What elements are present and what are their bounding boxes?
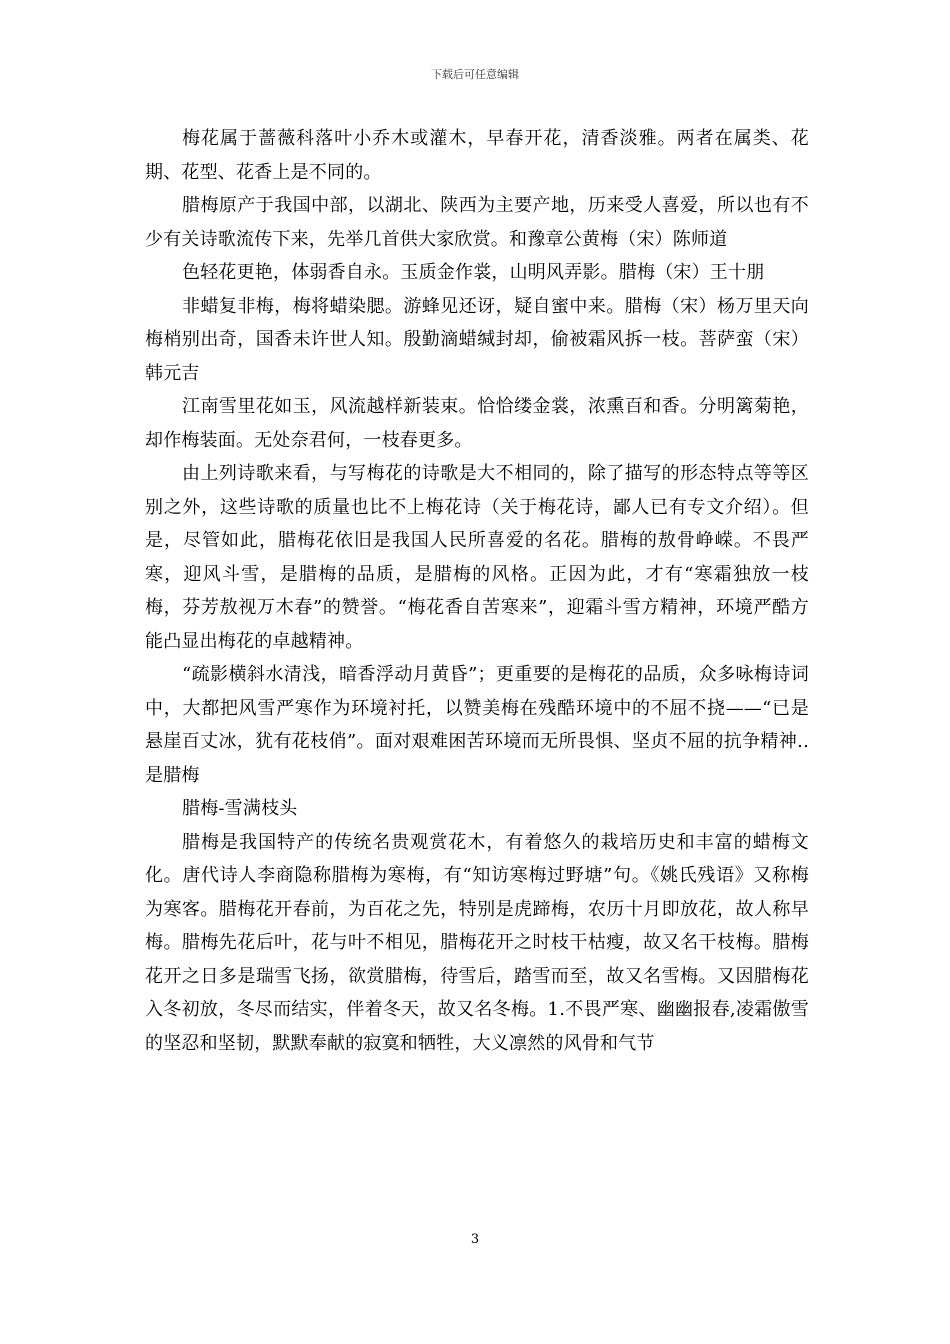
page-number: 3 xyxy=(470,1232,480,1247)
paragraph: “疏影横斜水清浅，暗香浮动月黄昏”；更重要的是梅花的品质，众多咏梅诗词中，大都把风雪严寒作为环境衬托，以赞美梅在残酷环境中的不屈不挠——“已是悬崖百丈冰，犹有花枝俏”。面对艰难困苦环境而无所畏惧、坚贞不屈的抗争精神..是腊梅 xyxy=(145,664,809,786)
paragraph: 腊梅原产于我国中部，以湖北、陕西为主要产地，历来受人喜爱，所以也有不少有关诗歌流传下来，先举几首供大家欣赏。和豫章公黄梅（宋）陈师道 xyxy=(145,195,809,250)
paragraph: 腊梅是我国特产的传统名贵观赏花木，有着悠久的栽培历史和丰富的蜡梅文化。唐代诗人李商隐称腊梅为寒梅，有“知访寒梅过野塘”句。《姚氏残语》又称梅为寒客。腊梅花开春前，为百花之先，特别是虎蹄梅，农历十月即放花，故人称早梅。腊梅先花后叶，花与叶不相见，腊梅花开之时枝干枯瘦，故又名干枝梅。腊梅花开之日多是瑞雪飞扬，欲赏腊梅，待雪后，踏雪而至，故又名雪梅。又因腊梅花入冬初放，冬尽而结实，伴着冬天，故又名冬梅。1.不畏严寒、幽幽报春,凌霜傲雪的坚忍和坚韧，默默奉献的寂寞和牺牲，大义凛然的风骨和气节 xyxy=(145,831,809,1054)
paragraph: 梅花属于蔷薇科落叶小乔木或灌木，早春开花，清香淡雅。两者在属类、花期、花型、花香上是不同的。 xyxy=(145,128,809,183)
page-header: 下载后可任意编辑 xyxy=(431,68,519,81)
section-heading: 腊梅-雪满枝头 xyxy=(182,798,298,819)
paragraph: 江南雪里花如玉，风流越样新装束。恰恰缕金裳，浓熏百和香。分明篱菊艳，却作梅装面。无处奈君何，一枝春更多。 xyxy=(145,396,809,451)
paragraph: 非蜡复非梅，梅将蜡染腮。游蜂见还讶，疑自蜜中来。腊梅（宋）杨万里天向梅梢别出奇，国香未许世人知。殷勤滴蜡缄封却，偷被霜风拆一枝。菩萨蛮（宋）韩元吉 xyxy=(145,295,809,384)
paragraph: 色轻花更艳，体弱香自永。玉质金作裳，山明风弄影。腊梅（宋）王十朋 xyxy=(182,262,765,283)
paragraph: 由上列诗歌来看，与写梅花的诗歌是大不相同的，除了描写的形态特点等等区别之外，这些诗歌的质量也比不上梅花诗（关于梅花诗，鄙人已有专文介绍）。但是，尽管如此，腊梅花依旧是我国人民所喜爱的名花。腊梅的敖骨峥嵘。不畏严寒，迎风斗雪，是腊梅的品质，是腊梅的风格。正因为此，才有“寒霜独放一枝梅，芬芳敖视万木春”的赞誉。“梅花香自苦寒来”，迎霜斗雪方精神，环境严酷方能凸显出梅花的卓越精神。 xyxy=(145,463,809,652)
document-body xyxy=(145,122,809,1060)
